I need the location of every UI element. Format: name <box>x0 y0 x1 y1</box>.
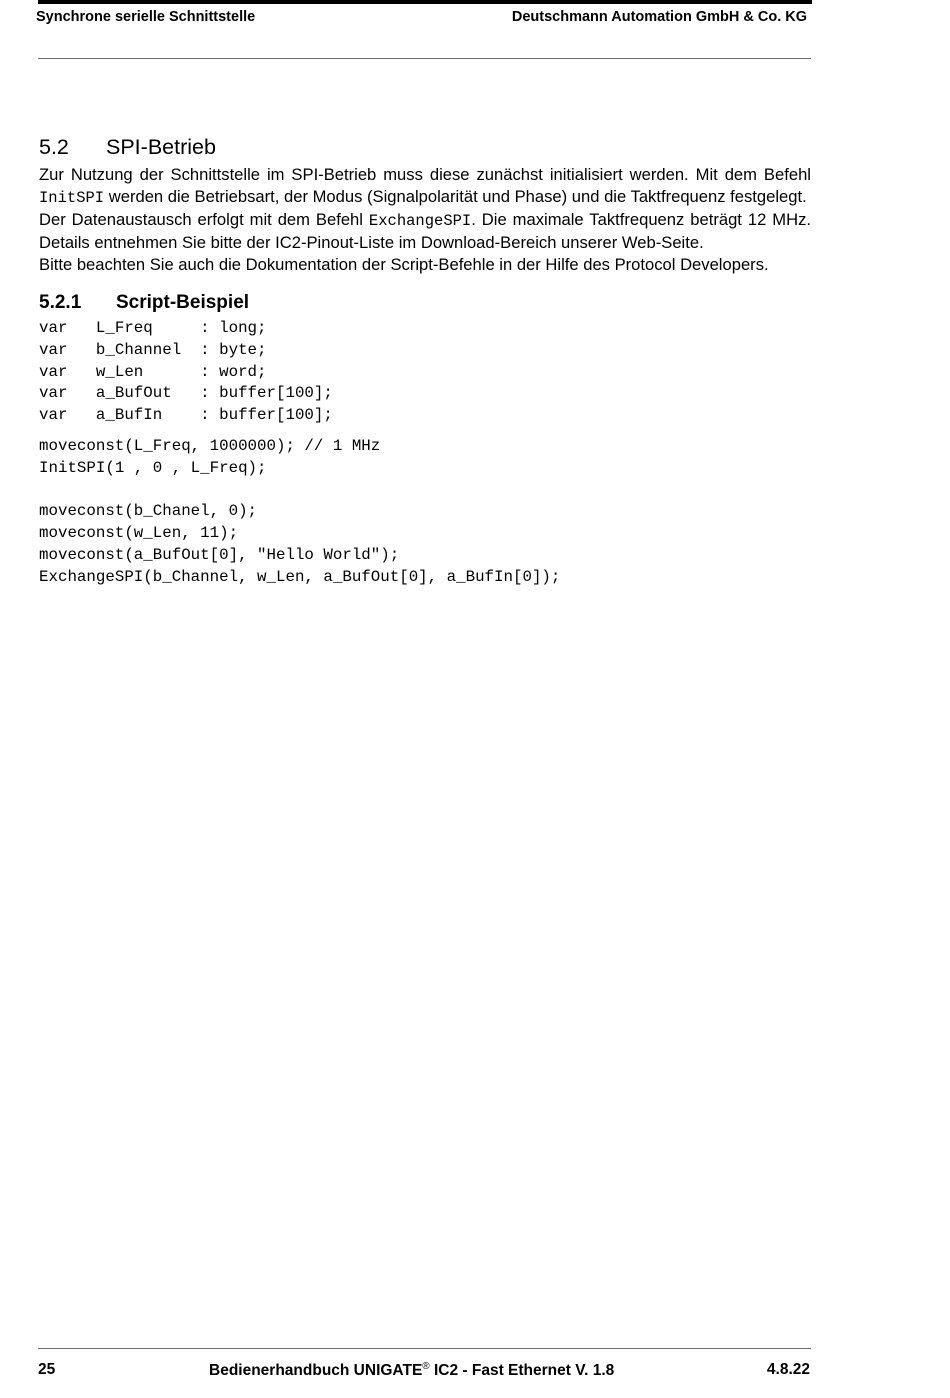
paragraph-exchangespi <box>39 209 811 254</box>
code-line-blank <box>39 480 811 502</box>
header-chapter-title: Synchrone serielle Schnittstelle <box>36 9 256 25</box>
section-title: SPI-Betrieb <box>106 135 216 159</box>
code-line: moveconst(L_Freq, 1000000); // 1 MHz <box>39 436 381 455</box>
inline-code-initspi: InitSPI <box>39 189 105 207</box>
code-line: var w_Len : word; <box>39 362 267 381</box>
code-line: ExchangeSPI(b_Channel, w_Len, a_BufOut[0], a_BufIn[0]); <box>39 567 561 586</box>
inline-code-exchangespi: ExchangeSPI <box>368 212 472 230</box>
page-number: 25 <box>38 1361 56 1378</box>
code-line: moveconst(b_Chanel, 0); <box>39 502 258 521</box>
footer-rule <box>38 1348 811 1349</box>
page-content <box>39 130 811 589</box>
section-heading <box>39 130 811 164</box>
registered-mark: ® <box>422 1361 430 1372</box>
code-block-statements <box>39 436 811 589</box>
code-line: var a_BufIn : buffer[100]; <box>39 406 333 425</box>
header-rule <box>38 58 811 59</box>
subsection-number: 5.2.1 <box>39 292 82 313</box>
paragraph-documentation-note: Bitte beachten Sie auch die Dokumentation der Script-Befehle in der Hilfe des Protocol Developers. <box>39 255 769 274</box>
code-line: moveconst(a_BufOut[0], "Hello World"); <box>39 545 400 564</box>
header-company: Deutschmann Automation GmbH & Co. KG <box>511 9 807 25</box>
footer-title-text: Bedienerhandbuch UNIGATE <box>209 1362 423 1379</box>
top-rule <box>38 0 812 4</box>
section-number: 5.2 <box>39 135 69 159</box>
code-line: var b_Channel : byte; <box>39 340 267 359</box>
code-line: var a_BufOut : buffer[100]; <box>39 384 333 403</box>
footer-title-rest: IC2 - Fast Ethernet V. 1.8 <box>429 1362 615 1379</box>
footer-date: 4.8.22 <box>766 1361 810 1378</box>
paragraph-text: werden die Betriebsart, der Modus (Signalpolarität und Phase) und die Taktfrequenz festgelegt. <box>104 187 807 206</box>
paragraph-text: . Die maximale Taktfrequenz beträgt 12 MHz. Details entnehmen Sie bitte der IC2-Pinout-Liste im Download-Bereich unserer Web-Seite. <box>39 210 811 252</box>
paragraph-initspi <box>39 164 811 209</box>
subsection-heading <box>39 287 811 318</box>
subsection-title: Script-Beispiel <box>116 292 250 313</box>
paragraph-text: Zur Nutzung der Schnittstelle im SPI-Betrieb muss diese zunächst initialisiert werden. Mit dem Befehl <box>39 165 811 184</box>
footer-document-title <box>209 1361 614 1380</box>
code-line: var L_Freq : long; <box>39 319 267 337</box>
code-line: moveconst(w_Len, 11); <box>39 524 239 543</box>
paragraph-text: Der Datenaustausch erfolgt mit dem Befehl <box>39 210 369 229</box>
code-block-declarations <box>39 318 811 427</box>
code-line: InitSPI(1 , 0 , L_Freq); <box>39 458 267 477</box>
